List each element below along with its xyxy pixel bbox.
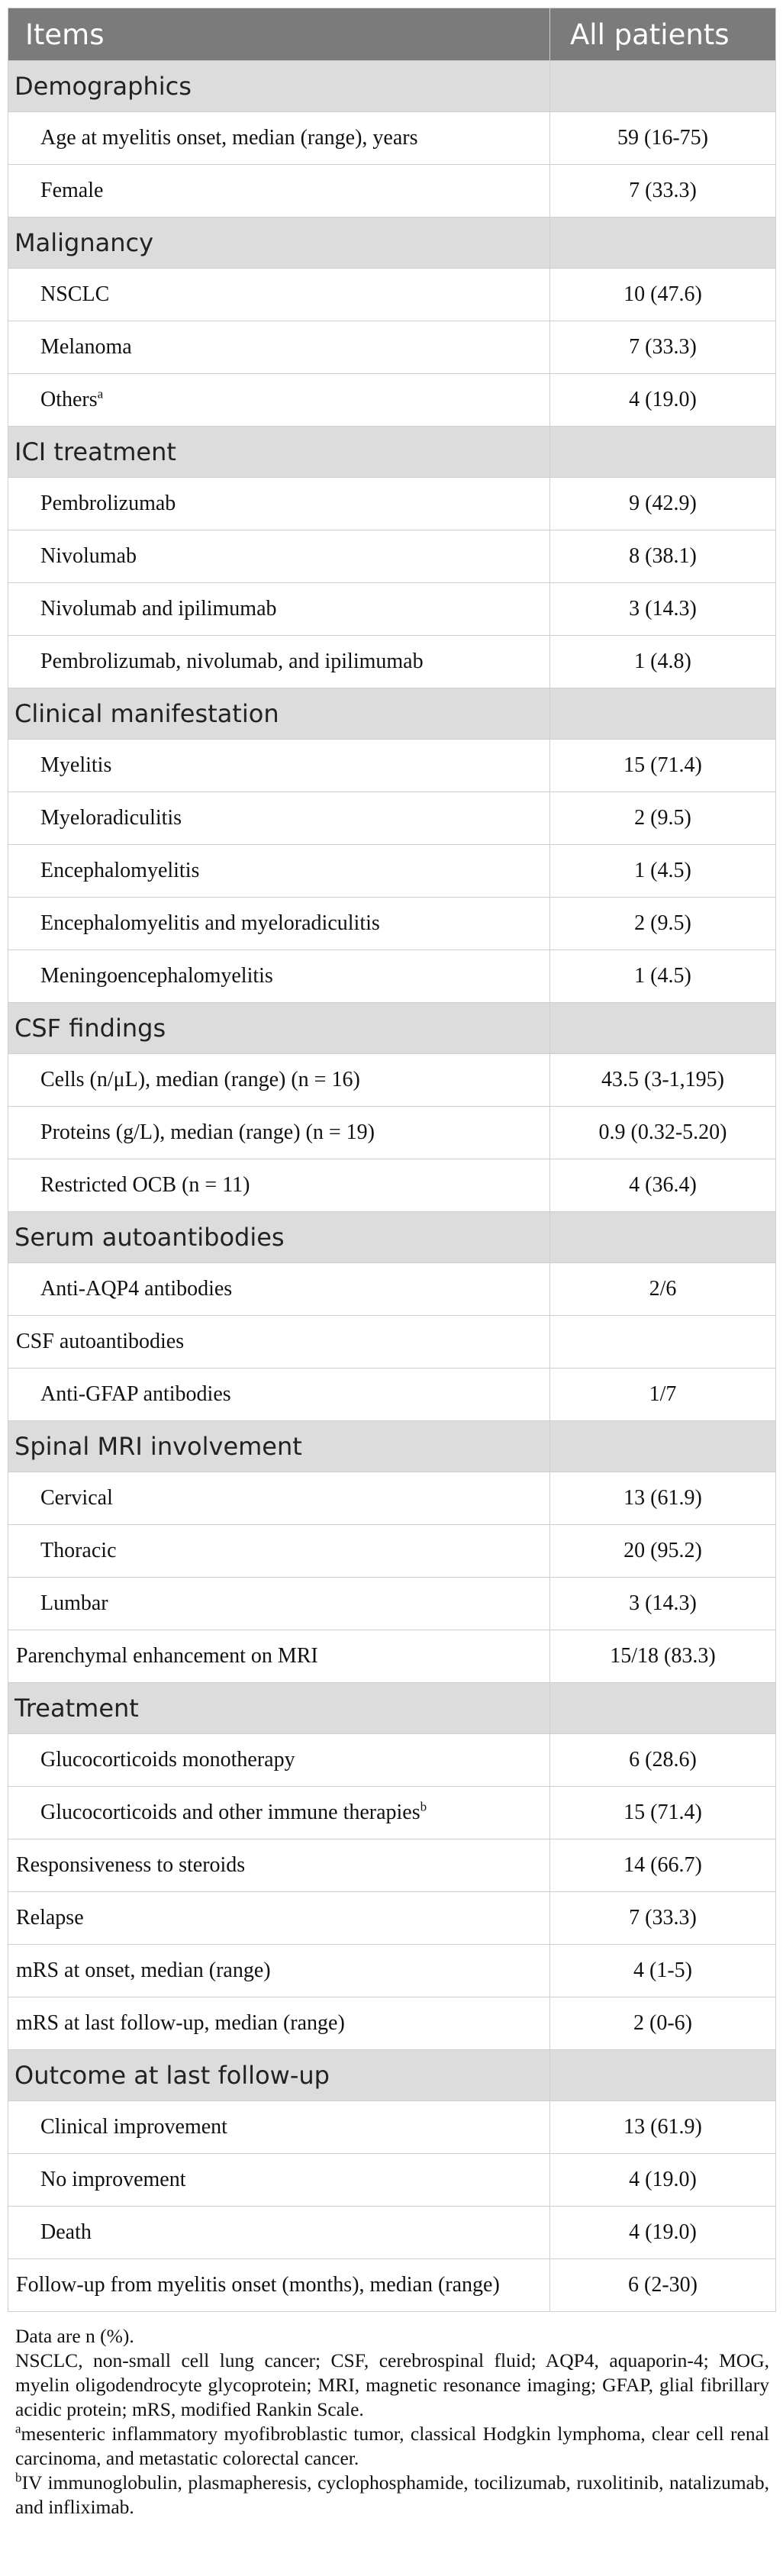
row-value	[550, 1316, 776, 1369]
table-row	[8, 1316, 776, 1369]
section-value-cell	[550, 2050, 776, 2101]
table-row	[8, 1107, 776, 1159]
row-label: Cervical	[40, 1486, 113, 1510]
section-title: Demographics	[8, 61, 550, 112]
row-value: 6 (28.6)	[550, 1734, 776, 1787]
row-label-cell	[8, 530, 550, 583]
row-label: Responsiveness to steroids	[16, 1853, 246, 1877]
row-label-cell	[8, 1107, 550, 1159]
row-value: 10 (47.6)	[550, 269, 776, 321]
row-label-cell	[8, 374, 550, 427]
section-header-row	[8, 61, 776, 112]
section-title: Spinal MRI involvement	[8, 1421, 550, 1472]
row-label: Pembrolizumab	[40, 492, 176, 515]
table-row	[8, 1945, 776, 1997]
row-value: 4 (1-5)	[550, 1945, 776, 1997]
row-label-cell	[8, 1839, 550, 1892]
table-row	[8, 2101, 776, 2154]
row-label: Nivolumab and ipilimumab	[40, 597, 277, 621]
row-value: 1 (4.5)	[550, 950, 776, 1003]
section-title: CSF findings	[8, 1003, 550, 1054]
row-label-cell	[8, 2259, 550, 2312]
table-row	[8, 374, 776, 427]
row-label-cell	[8, 1945, 550, 1997]
row-value: 4 (19.0)	[550, 2154, 776, 2207]
table-row	[8, 898, 776, 950]
table-footnotes	[8, 2324, 775, 2520]
row-value: 2 (9.5)	[550, 898, 776, 950]
row-label-cell	[8, 898, 550, 950]
table-row	[8, 321, 776, 374]
row-value: 7 (33.3)	[550, 165, 776, 218]
section-title: ICI treatment	[8, 427, 550, 478]
row-label: Female	[40, 179, 104, 202]
footnote-a	[15, 2422, 769, 2471]
table-row	[8, 1892, 776, 1945]
row-value: 59 (16-75)	[550, 112, 776, 165]
table-row	[8, 2207, 776, 2259]
section-header-row	[8, 427, 776, 478]
table-row	[8, 478, 776, 530]
row-value: 15 (71.4)	[550, 1787, 776, 1839]
row-label: Lumbar	[40, 1591, 108, 1615]
table-row	[8, 792, 776, 845]
table-row	[8, 845, 776, 898]
row-value: 3 (14.3)	[550, 1578, 776, 1630]
row-label-cell	[8, 1159, 550, 1212]
row-label-cell	[8, 2154, 550, 2207]
table-row	[8, 1054, 776, 1107]
section-header-row	[8, 1003, 776, 1054]
row-label: Cells (n/μL), median (range) (n = 16)	[40, 1068, 360, 1091]
table-row	[8, 583, 776, 636]
row-label: Others	[40, 388, 98, 411]
row-label-cell	[8, 1054, 550, 1107]
table-row	[8, 1787, 776, 1839]
table-row	[8, 636, 776, 688]
header-items: Items	[8, 8, 550, 61]
row-label-cell	[8, 1787, 550, 1839]
footnote-abbreviations: NSCLC, non-small cell lung cancer; CSF, cerebrospinal fluid; AQP4, aquaporin-4; MOG, myelin oligodendrocyte glycoprotein; MRI, magnetic resonance imaging; GFAP, glial fibrillary acidic protein; mRS, modified Rankin Scale.	[15, 2349, 769, 2420]
row-label: Proteins (g/L), median (range) (n = 19)	[40, 1120, 375, 1144]
row-value: 3 (14.3)	[550, 583, 776, 636]
row-value: 1/7	[550, 1369, 776, 1421]
row-value: 4 (19.0)	[550, 2207, 776, 2259]
footnote-marker: a	[97, 386, 104, 401]
section-header-row	[8, 1421, 776, 1472]
table-row	[8, 950, 776, 1003]
row-value: 9 (42.9)	[550, 478, 776, 530]
table-header-row	[8, 8, 776, 61]
table-row	[8, 1472, 776, 1525]
row-label-cell	[8, 112, 550, 165]
section-title: Clinical manifestation	[8, 688, 550, 740]
row-label-cell	[8, 583, 550, 636]
section-value-cell	[550, 1212, 776, 1263]
table-row	[8, 165, 776, 218]
section-header-row	[8, 218, 776, 269]
row-label-cell	[8, 1472, 550, 1525]
table-row	[8, 2154, 776, 2207]
footnote-b-text: IV immunoglobulin, plasmapheresis, cyclophosphamide, tocilizumab, ruxolitinib, natalizumab, and infliximab.	[15, 2471, 769, 2518]
row-label: Parenchymal enhancement on MRI	[16, 1644, 318, 1668]
row-value: 13 (61.9)	[550, 1472, 776, 1525]
row-label: mRS at onset, median (range)	[16, 1959, 271, 1982]
row-label: Nivolumab	[40, 544, 137, 568]
row-label-cell	[8, 1263, 550, 1316]
table-row	[8, 1578, 776, 1630]
header-all-patients: All patients	[550, 8, 776, 61]
row-label-cell	[8, 1734, 550, 1787]
table-row	[8, 112, 776, 165]
section-header-row	[8, 688, 776, 740]
row-label: Encephalomyelitis	[40, 859, 200, 882]
section-title: Outcome at last follow-up	[8, 2050, 550, 2101]
table-body	[8, 61, 776, 2312]
table-row	[8, 2259, 776, 2312]
row-label-cell	[8, 1997, 550, 2050]
table-row	[8, 1997, 776, 2050]
section-title: Malignancy	[8, 218, 550, 269]
row-label: Myeloradiculitis	[40, 806, 182, 830]
section-value-cell	[550, 1003, 776, 1054]
row-label: Anti-GFAP antibodies	[40, 1382, 231, 1406]
row-label-cell	[8, 1630, 550, 1683]
table-row	[8, 740, 776, 792]
row-value: 15/18 (83.3)	[550, 1630, 776, 1683]
section-value-cell	[550, 218, 776, 269]
row-value: 4 (19.0)	[550, 374, 776, 427]
row-label: No improvement	[40, 2168, 186, 2191]
footnote-data-note: Data are n (%).	[15, 2325, 134, 2347]
row-label-cell	[8, 792, 550, 845]
table-row	[8, 1630, 776, 1683]
row-label-cell	[8, 950, 550, 1003]
row-label-cell	[8, 269, 550, 321]
table-row	[8, 530, 776, 583]
row-label-cell	[8, 740, 550, 792]
row-label: Restricted OCB (n = 11)	[40, 1173, 250, 1197]
row-value: 2/6	[550, 1263, 776, 1316]
footnote-b-marker: b	[15, 2470, 22, 2485]
table-row	[8, 1734, 776, 1787]
table-row	[8, 1525, 776, 1578]
row-label: Relapse	[16, 1906, 84, 1930]
row-value: 7 (33.3)	[550, 1892, 776, 1945]
section-value-cell	[550, 1683, 776, 1734]
section-header-row	[8, 2050, 776, 2101]
section-header-row	[8, 1212, 776, 1263]
footnote-b	[15, 2471, 769, 2520]
row-value: 8 (38.1)	[550, 530, 776, 583]
footnote-marker: b	[420, 1799, 427, 1814]
row-label-cell	[8, 2101, 550, 2154]
footnote-a-text: mesenteric inflammatory myofibroblastic tumor, classical Hodgkin lymphoma, clear cell renal carcinoma, and metastatic colorectal cancer.	[15, 2423, 769, 2469]
row-label-cell	[8, 1892, 550, 1945]
row-label-cell	[8, 636, 550, 688]
section-title: Serum autoantibodies	[8, 1212, 550, 1263]
row-value: 13 (61.9)	[550, 2101, 776, 2154]
row-value: 0.9 (0.32-5.20)	[550, 1107, 776, 1159]
section-header-row	[8, 1683, 776, 1734]
row-label: Death	[40, 2220, 92, 2244]
row-value: 20 (95.2)	[550, 1525, 776, 1578]
section-value-cell	[550, 61, 776, 112]
footnote-a-marker: a	[15, 2421, 21, 2436]
row-label-cell	[8, 845, 550, 898]
row-label-cell	[8, 2207, 550, 2259]
section-value-cell	[550, 688, 776, 740]
row-label: CSF autoantibodies	[16, 1330, 185, 1353]
row-value: 2 (0-6)	[550, 1997, 776, 2050]
table-row	[8, 1263, 776, 1316]
section-value-cell	[550, 1421, 776, 1472]
row-label: Thoracic	[40, 1539, 117, 1562]
row-value: 43.5 (3-1,195)	[550, 1054, 776, 1107]
row-label-cell	[8, 478, 550, 530]
row-label: Meningoencephalomyelitis	[40, 964, 273, 988]
table-row	[8, 1839, 776, 1892]
table-row	[8, 1369, 776, 1421]
row-value: 4 (36.4)	[550, 1159, 776, 1212]
row-value: 7 (33.3)	[550, 321, 776, 374]
row-label: Encephalomyelitis and myeloradiculitis	[40, 911, 380, 935]
section-title: Treatment	[8, 1683, 550, 1734]
row-label: Follow-up from myelitis onset (months), median (range)	[16, 2273, 500, 2297]
row-value: 6 (2-30)	[550, 2259, 776, 2312]
row-label: Age at myelitis onset, median (range), years	[40, 126, 418, 150]
row-label: Glucocorticoids and other immune therapies	[40, 1801, 420, 1824]
row-value: 1 (4.8)	[550, 636, 776, 688]
section-value-cell	[550, 427, 776, 478]
row-label-cell	[8, 321, 550, 374]
row-label: NSCLC	[40, 282, 110, 306]
row-label: Clinical improvement	[40, 2115, 227, 2139]
row-label: Glucocorticoids monotherapy	[40, 1748, 295, 1772]
row-label-cell	[8, 1316, 550, 1369]
row-value: 14 (66.7)	[550, 1839, 776, 1892]
row-label: Pembrolizumab, nivolumab, and ipilimumab	[40, 650, 424, 673]
row-label-cell	[8, 1369, 550, 1421]
row-label: mRS at last follow-up, median (range)	[16, 2011, 345, 2035]
patient-characteristics-table	[8, 8, 776, 2312]
row-label-cell	[8, 165, 550, 218]
row-value: 1 (4.5)	[550, 845, 776, 898]
row-label-cell	[8, 1525, 550, 1578]
row-label-cell	[8, 1578, 550, 1630]
table-row	[8, 269, 776, 321]
row-label: Myelitis	[40, 753, 112, 777]
table-row	[8, 1159, 776, 1212]
row-label: Anti-AQP4 antibodies	[40, 1277, 233, 1301]
row-label: Melanoma	[40, 335, 132, 359]
row-value: 15 (71.4)	[550, 740, 776, 792]
table-container	[8, 8, 775, 2520]
row-value: 2 (9.5)	[550, 792, 776, 845]
